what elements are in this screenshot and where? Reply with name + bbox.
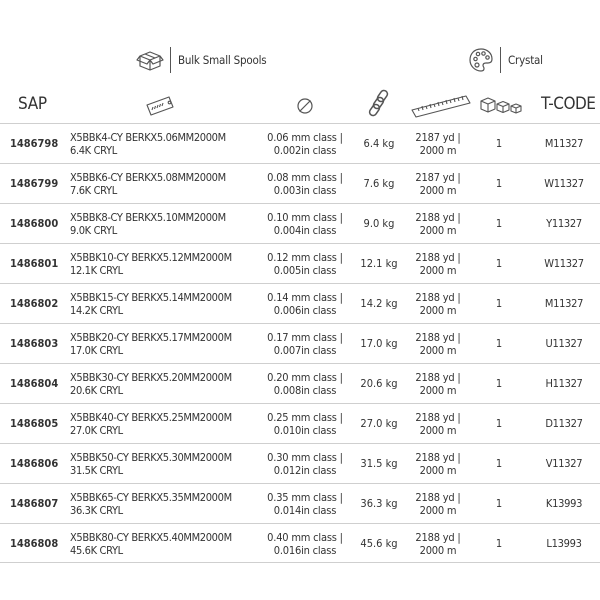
sap-number: 1486802 (10, 297, 59, 310)
diameter-cell (262, 444, 348, 483)
length-cell (408, 324, 468, 363)
quantity: 1 (495, 497, 503, 510)
diameter-cell (262, 404, 348, 443)
diameter: 0.20 mm class | 0.008in class (267, 370, 343, 397)
description: X5BBK40-CY BERKX5.25MM2000M 27.0K CRYL (70, 410, 232, 437)
length-cell (408, 484, 468, 523)
strength: 17.0 kg (360, 337, 398, 350)
sap-number: 1486804 (10, 377, 59, 390)
table-header (0, 86, 600, 124)
sap-number: 1486806 (10, 457, 59, 470)
table-row (0, 363, 600, 403)
product-table (0, 123, 600, 563)
length-cell (408, 284, 468, 323)
diameter: 0.25 mm class | 0.010in class (267, 410, 343, 437)
diameter-cell (262, 124, 348, 163)
tag-icon (145, 94, 177, 116)
diameter: 0.14 mm class | 0.006in class (267, 290, 343, 317)
diameter: 0.35 mm class | 0.014in class (267, 490, 343, 517)
description: X5BBK65-CY BERKX5.35MM2000M 36.3K CRYL (70, 490, 232, 517)
length: 2188 yd | 2000 m (415, 450, 461, 477)
length-cell (408, 164, 468, 203)
tcode: L13993 (546, 537, 582, 550)
strength: 27.0 kg (360, 417, 398, 430)
strength: 36.3 kg (360, 497, 398, 510)
diameter-icon (296, 97, 314, 115)
length-cell (408, 524, 468, 563)
table-row (0, 203, 600, 243)
tcode: M11327 (544, 297, 584, 310)
header-tcode: T-CODE (541, 94, 596, 114)
table-row (0, 403, 600, 443)
length: 2188 yd | 2000 m (415, 410, 461, 437)
table-row (0, 123, 600, 163)
tcode: H11327 (545, 377, 583, 390)
diameter: 0.30 mm class | 0.012in class (267, 450, 343, 477)
ruler-icon (410, 92, 472, 118)
description: X5BBK50-CY BERKX5.30MM2000M 31.5K CRYL (70, 450, 232, 477)
description: X5BBK8-CY BERKX5.10MM2000M 9.0K CRYL (70, 210, 226, 237)
description: X5BBK10-CY BERKX5.12MM2000M 12.1K CRYL (70, 250, 232, 277)
tcode: Y11327 (546, 217, 582, 230)
strength: 7.6 kg (363, 177, 395, 190)
length: 2188 yd | 2000 m (415, 250, 461, 277)
description: X5BBK80-CY BERKX5.40MM2000M 45.6K CRYL (70, 530, 232, 557)
table-row (0, 483, 600, 523)
description-cell (70, 284, 260, 323)
length-cell (408, 124, 468, 163)
quantity: 1 (495, 257, 503, 270)
length: 2187 yd | 2000 m (415, 130, 461, 157)
sap-number: 1486805 (10, 417, 59, 430)
sap-number: 1486798 (10, 137, 59, 150)
description-cell (70, 364, 260, 403)
diameter-cell (262, 364, 348, 403)
quantity: 1 (495, 137, 503, 150)
diameter-cell (262, 244, 348, 283)
diameter: 0.06 mm class | 0.002in class (267, 130, 343, 157)
table-row (0, 283, 600, 323)
diameter-cell (262, 324, 348, 363)
quantity: 1 (495, 537, 503, 550)
crystal-label: Crystal (508, 53, 543, 67)
strength: 9.0 kg (363, 217, 395, 230)
strength: 31.5 kg (360, 457, 398, 470)
description-cell (70, 124, 260, 163)
table-row (0, 443, 600, 483)
length: 2188 yd | 2000 m (415, 330, 461, 357)
sap-number: 1486800 (10, 217, 59, 230)
bulk-small-spools-banner (136, 40, 267, 80)
description-cell (70, 164, 260, 203)
length: 2188 yd | 2000 m (415, 370, 461, 397)
description: X5BBK4-CY BERKX5.06MM2000M 6.4K CRYL (70, 130, 226, 157)
length-cell (408, 204, 468, 243)
description: X5BBK6-CY BERKX5.08MM2000M 7.6K CRYL (70, 170, 226, 197)
tcode: D11327 (545, 417, 583, 430)
sap-number: 1486801 (10, 257, 59, 270)
description-cell (70, 204, 260, 243)
header-sap: SAP (18, 94, 47, 114)
tcode: V11327 (545, 457, 583, 470)
quantity: 1 (495, 337, 503, 350)
quantity: 1 (495, 457, 503, 470)
strength: 6.4 kg (363, 137, 395, 150)
tcode: K13993 (545, 497, 583, 510)
diameter: 0.10 mm class | 0.004in class (267, 210, 343, 237)
banner-divider (500, 47, 501, 73)
quantity: 1 (495, 297, 503, 310)
boxes-icon (480, 96, 526, 114)
length-cell (408, 404, 468, 443)
length: 2188 yd | 2000 m (415, 490, 461, 517)
quantity: 1 (495, 177, 503, 190)
description-cell (70, 244, 260, 283)
quantity: 1 (495, 417, 503, 430)
diameter-cell (262, 204, 348, 243)
diameter-cell (262, 284, 348, 323)
description: X5BBK15-CY BERKX5.14MM2000M 14.2K CRYL (70, 290, 232, 317)
diameter: 0.08 mm class | 0.003in class (267, 170, 343, 197)
sap-number: 1486807 (10, 497, 59, 510)
sap-number: 1486799 (10, 177, 59, 190)
tcode: U11327 (545, 337, 583, 350)
diameter-cell (262, 164, 348, 203)
quantity: 1 (495, 217, 503, 230)
crystal-banner (468, 40, 543, 80)
strength: 20.6 kg (360, 377, 398, 390)
table-row (0, 243, 600, 283)
description-cell (70, 524, 260, 563)
length-cell (408, 444, 468, 483)
palette-icon (468, 47, 494, 73)
diameter: 0.40 mm class | 0.016in class (267, 530, 343, 557)
chain-icon (366, 89, 392, 117)
length: 2188 yd | 2000 m (415, 290, 461, 317)
banner-divider (170, 47, 171, 73)
length: 2187 yd | 2000 m (415, 170, 461, 197)
table-row (0, 523, 600, 563)
description-cell (70, 444, 260, 483)
tcode: W11327 (544, 257, 584, 270)
sap-number: 1486803 (10, 337, 59, 350)
length: 2188 yd | 2000 m (415, 530, 461, 557)
description-cell (70, 324, 260, 363)
length-cell (408, 364, 468, 403)
description-cell (70, 484, 260, 523)
quantity: 1 (495, 377, 503, 390)
tcode: W11327 (544, 177, 584, 190)
box-icon (136, 47, 164, 73)
description-cell (70, 404, 260, 443)
length: 2188 yd | 2000 m (415, 210, 461, 237)
diameter: 0.12 mm class | 0.005in class (267, 250, 343, 277)
description: X5BBK20-CY BERKX5.17MM2000M 17.0K CRYL (70, 330, 232, 357)
length-cell (408, 244, 468, 283)
sap-number: 1486808 (10, 537, 59, 550)
bulk-small-spools-label: Bulk Small Spools (178, 53, 267, 67)
strength: 14.2 kg (360, 297, 398, 310)
strength: 12.1 kg (360, 257, 398, 270)
table-row (0, 323, 600, 363)
diameter: 0.17 mm class | 0.007in class (267, 330, 343, 357)
diameter-cell (262, 484, 348, 523)
strength: 45.6 kg (360, 537, 398, 550)
diameter-cell (262, 524, 348, 563)
description: X5BBK30-CY BERKX5.20MM2000M 20.6K CRYL (70, 370, 232, 397)
table-row (0, 163, 600, 203)
tcode: M11327 (544, 137, 584, 150)
